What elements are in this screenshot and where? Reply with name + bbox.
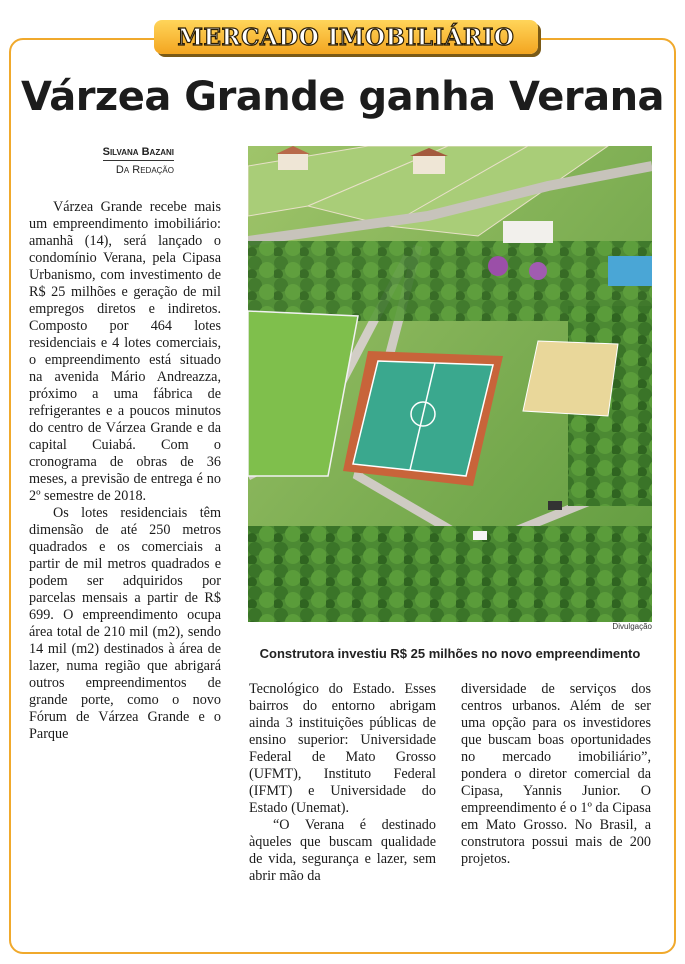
byline-author: Silvana Bazani [103, 146, 174, 161]
paragraph: Tecnológico do Estado. Esses bairros do entorno abrigam ainda 3 instituições públicas de ensino superior: Universidade Federal de Mato Grosso (UFMT), Instituto Federal (IFMT) e Universidade do Estado (Unemat). [249, 681, 436, 816]
paragraph: Várzea Grande recebe mais um empreendimento imobiliário: amanhã (14), será lançado o condomínio Verana, pela Cipasa Urbanismo, com investimento de R$ 25 milhões e geração de mil empregos diretos e indiretos. Composto por 464 lotes residenciais e 4 lotes comerciais, o empreendimento está situado na avenida Mário Andreazza, próximo a uma fábrica de refrigerantes e a poucos minutos do centro de Várzea Grande e da capital Cuiabá. Com o cronograma de obras de 36 meses, a previsão de entrega é no 2º semestre de 2018. [29, 199, 221, 504]
article-column-2 [249, 681, 436, 885]
headline: Várzea Grande ganha Verana [20, 74, 665, 120]
paragraph: Os lotes residenciais têm dimensão de até 250 metros quadrados e os comerciais a partir de mil metros quadrados e podem ser adquiridos por parcelas mensais a partir de R$ 699. O empreendimento ocupa área total de 210 mil (m2), sendo 14 mil (m2) destinados à área de lazer, numa região que abrigará outros empreendimentos de grande porte, como o novo Fórum de Várzea Grande e o Parque [29, 505, 221, 742]
section-label: MERCADO IMOBILIÁRIO [177, 23, 515, 51]
photo-credit: Divulgação [612, 622, 652, 631]
byline-desk: Da Redação [115, 164, 174, 176]
condominium-illustration [248, 146, 652, 622]
paragraph: diversidade de serviços dos centros urbanos. Além de ser uma opção para os investidores que buscam boas oportunidades no mercado imobiliário”, pondera o diretor comercial da Cipasa, Yannis Junior. O empreendimento é o 1º da Cipasa em Mato Grosso. No Brasil, a construtora possui mais de 200 projetos. [461, 681, 651, 867]
aerial-render-photo [248, 146, 652, 622]
byline [70, 146, 174, 176]
paragraph: “O Verana é destinado àqueles que buscam qualidade de vida, segurança e lazer, sem abrir mão da [249, 817, 436, 884]
article-column-3 [461, 681, 651, 868]
photo-caption: Construtora investiu R$ 25 milhões no novo empreendimento [259, 646, 641, 661]
article-column-1 [29, 199, 221, 743]
section-tag [154, 20, 538, 54]
